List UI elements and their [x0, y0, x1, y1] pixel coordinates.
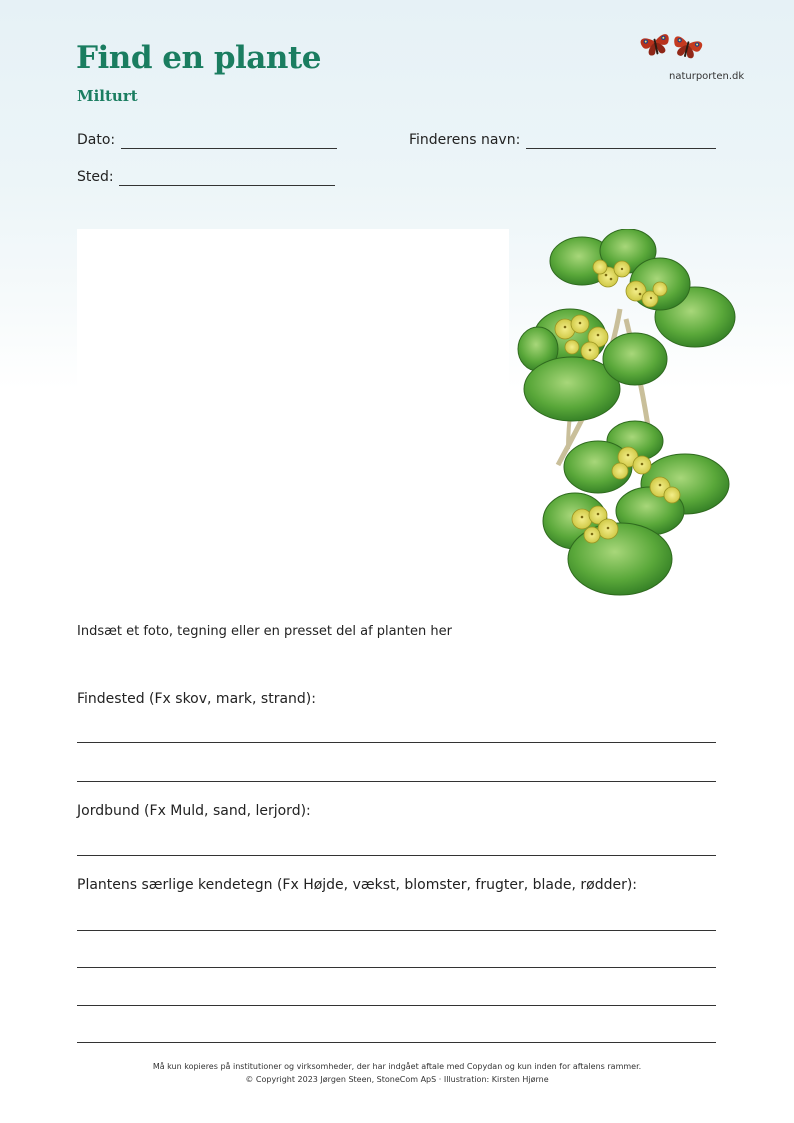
findested-line[interactable] — [77, 781, 716, 782]
milturt-plant-illustration — [510, 229, 744, 607]
footer-license: Må kun kopieres på institutioner og virksomheder, der har indgået aftale med Copydan og kun inden for aftalens rammer. — [152, 1062, 642, 1071]
butterflies-icon — [632, 26, 722, 66]
date-label: Dato: — [77, 132, 116, 148]
place-field[interactable] — [119, 185, 335, 186]
finder-name-field[interactable] — [526, 148, 716, 149]
findested-label: Findested (Fx skov, mark, strand): — [77, 691, 316, 707]
footer-copyright: © Copyright 2023 Jørgen Steen, StoneCom ApS · Illustration: Kirsten Hjørne — [245, 1075, 549, 1084]
kendetegn-label: Plantens særlige kendetegn (Fx Højde, vækst, blomster, frugter, blade, rødder): — [77, 877, 638, 893]
finder-name-label: Finderens navn: — [409, 132, 521, 148]
jordbund-line[interactable] — [77, 855, 716, 856]
page-title: Find en plante — [76, 40, 321, 76]
plant-name: Milturt — [77, 87, 138, 105]
date-field[interactable] — [121, 148, 337, 149]
findested-line[interactable] — [77, 742, 716, 743]
photo-insert-area[interactable] — [77, 229, 509, 607]
kendetegn-line[interactable] — [77, 930, 716, 931]
site-name: naturporten.dk — [669, 71, 745, 82]
kendetegn-line[interactable] — [77, 1005, 716, 1006]
kendetegn-line[interactable] — [77, 1042, 716, 1043]
kendetegn-line[interactable] — [77, 967, 716, 968]
place-label: Sted: — [77, 169, 114, 185]
jordbund-label: Jordbund (Fx Muld, sand, lerjord): — [77, 803, 311, 819]
insert-instruction: Indsæt et foto, tegning eller en presset del af planten her — [77, 624, 452, 639]
